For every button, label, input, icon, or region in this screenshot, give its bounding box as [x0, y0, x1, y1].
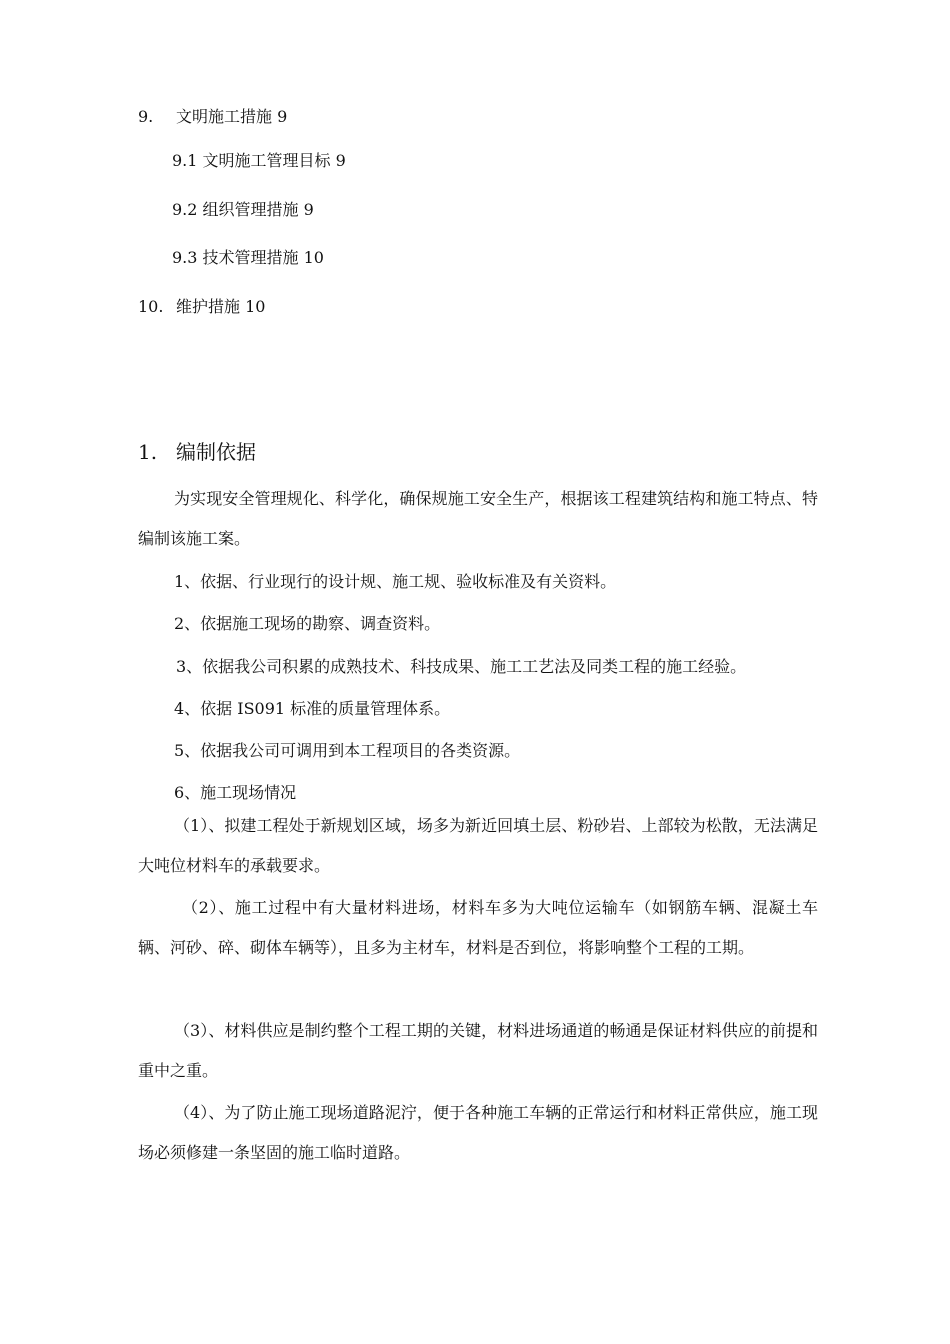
toc-item-10[interactable] — [138, 297, 265, 317]
section-title: 编制依据 — [176, 440, 256, 464]
toc-item-label: 9.1 文明施工管理目标 9 — [172, 151, 346, 170]
section-number: 1. — [138, 440, 158, 464]
basis-item-2: 2、依据施工现场的勘察、调查资料。 — [174, 614, 441, 633]
basis-item-1: 1、依据、行业现行的设计规、施工规、验收标准及有关资料。 — [174, 572, 617, 591]
body-paragraph-intro: 为实现安全管理规化、科学化，确保规施工安全生产，根据该工程建筑结构和施工特点、特编制该施工案。 — [138, 489, 818, 548]
toc-item-label: 维护措施 10 — [176, 297, 266, 316]
toc-item-number: 9. — [138, 107, 154, 126]
basis-item-5: 5、依据我公司可调用到本工程项目的各类资源。 — [174, 741, 521, 760]
site-condition-1: （1）、拟建工程处于新规划区域，场多为新近回填土层、粉砂岩、上部较为松散，无法满足大吨位材料车的承载要求。 — [138, 816, 818, 875]
toc-item-label: 9.3 技术管理措施 10 — [172, 248, 324, 267]
toc-item-9-2[interactable] — [172, 200, 314, 220]
toc-item-9-3[interactable] — [172, 248, 324, 268]
basis-item-3: 3、依据我公司积累的成熟技术、科技成果、施工工艺法及同类工程的施工经验。 — [176, 657, 747, 676]
site-condition-4: （4）、为了防止施工现场道路泥泞，便于各种施工车辆的正常运行和材料正常供应，施工现场必须修建一条坚固的施工临时道路。 — [138, 1103, 818, 1162]
site-condition-3: （3）、材料供应是制约整个工程工期的关键，材料进场通道的畅通是保证材料供应的前提和重中之重。 — [138, 1021, 818, 1080]
basis-item-4: 4、依据 IS091 标准的质量管理体系。 — [174, 699, 451, 718]
section-heading — [138, 439, 256, 465]
toc-item-9[interactable] — [138, 107, 287, 127]
basis-item-6: 6、施工现场情况 — [174, 783, 297, 802]
toc-item-number: 10. — [138, 297, 164, 316]
site-condition-2: （2）、施工过程中有大量材料进场，材料车多为大吨位运输车（如钢筋车辆、混凝土车辆、河砂、碎、砌体车辆等），且多为主材车，材料是否到位，将影响整个工程的工期。 — [138, 898, 818, 957]
toc-item-label: 文明施工措施 9 — [176, 107, 288, 126]
toc-item-9-1[interactable] — [172, 151, 346, 171]
toc-item-label: 9.2 组织管理措施 9 — [172, 200, 314, 219]
